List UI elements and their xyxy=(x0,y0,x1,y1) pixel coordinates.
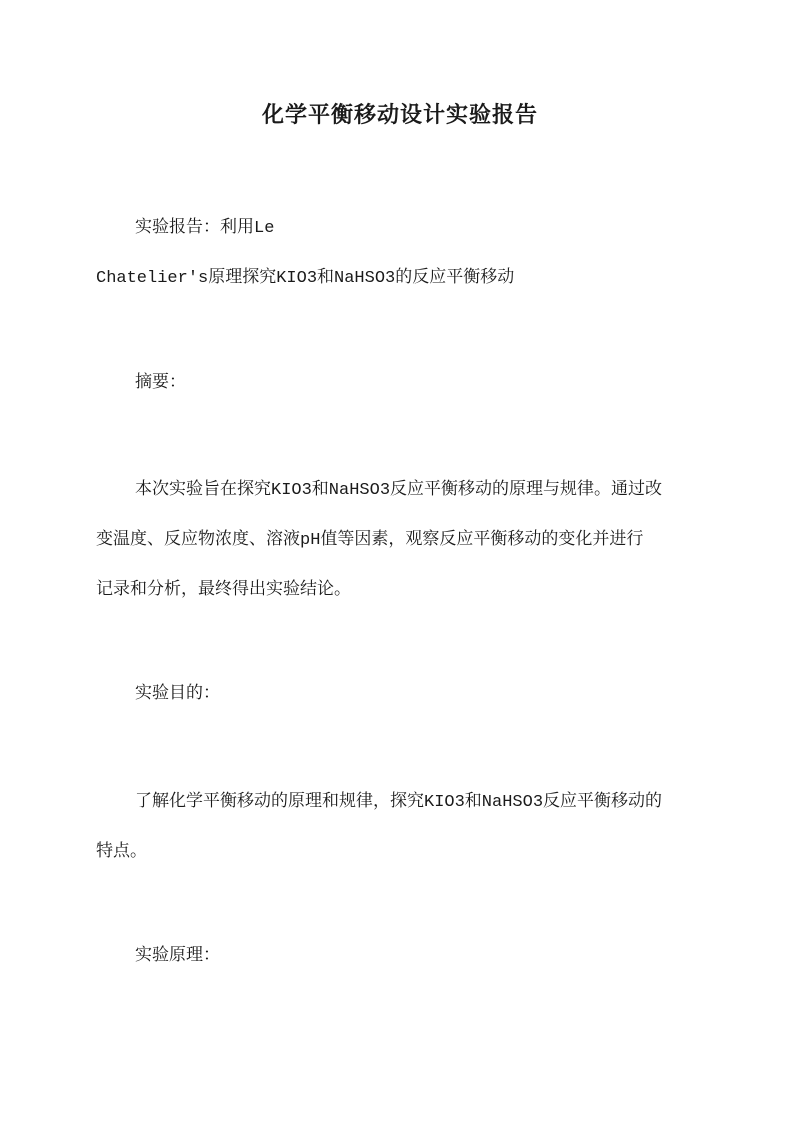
purpose-line-2: 特点。 xyxy=(96,843,147,862)
purpose-line-1: 了解化学平衡移动的原理和规律，探究KIO3和NaHSO3反应平衡移动的 xyxy=(135,793,663,812)
document-title: 化学平衡移动设计实验报告 xyxy=(261,102,538,128)
abstract-line-3: 记录和分析，最终得出实验结论。 xyxy=(96,581,351,600)
abstract-heading: 摘要： xyxy=(135,374,186,393)
subtitle-line-2: Chatelier's原理探究KIO3和NaHSO3的反应平衡移动 xyxy=(96,269,515,288)
abstract-line-1: 本次实验旨在探究KIO3和NaHSO3反应平衡移动的原理与规律。通过改 xyxy=(135,481,663,500)
principle-heading: 实验原理： xyxy=(135,947,220,966)
subtitle-line-1: 实验报告：利用Le xyxy=(135,219,275,238)
abstract-line-2: 变温度、反应物浓度、溶液pH值等因素，观察反应平衡移动的变化并进行 xyxy=(96,531,644,550)
purpose-heading: 实验目的： xyxy=(135,685,220,704)
